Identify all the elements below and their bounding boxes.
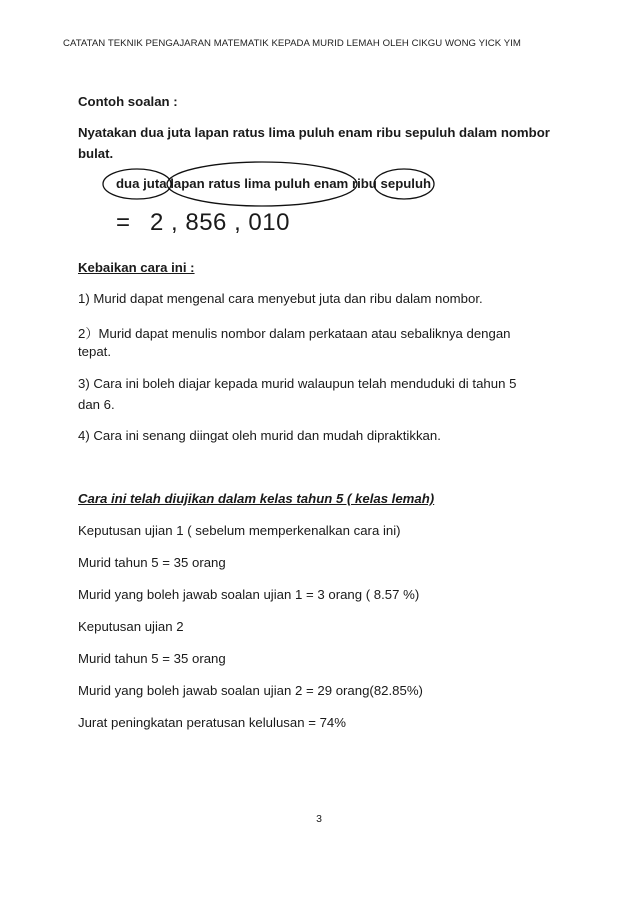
trial-line: Murid tahun 5 = 35 orang bbox=[78, 651, 226, 666]
question-line-2: bulat. bbox=[78, 146, 114, 161]
benefits-heading: Kebaikan cara ini : bbox=[78, 260, 195, 275]
trial-line: Keputusan ujian 1 ( sebelum memperkenalkan cara ini) bbox=[78, 523, 401, 538]
benefit-item-continued: tepat. bbox=[78, 344, 111, 359]
benefit-item: 4) Cara ini senang diingat oleh murid dan mudah dipraktikkan. bbox=[78, 428, 441, 443]
example-heading: Contoh soalan : bbox=[78, 94, 178, 109]
number-phrase: dua juta lapan ratus lima puluh enam ribu sepuluh bbox=[116, 176, 432, 191]
document-header: CATATAN TEKNIK PENGAJARAN MATEMATIK KEPADA MURID LEMAH OLEH CIKGU WONG YICK YIM bbox=[63, 38, 521, 49]
trial-line: Keputusan ujian 2 bbox=[78, 619, 184, 634]
benefit-item: 1) Murid dapat mengenal cara menyebut juta dan ribu dalam nombor. bbox=[78, 291, 483, 306]
trial-heading: Cara ini telah diujikan dalam kelas tahun 5 ( kelas lemah) bbox=[78, 491, 435, 506]
benefit-item: 3) Cara ini boleh diajar kepada murid walaupun telah menduduki di tahun 5 bbox=[78, 376, 517, 391]
benefit-item-continued: dan 6. bbox=[78, 397, 115, 412]
equals-sign: = bbox=[116, 209, 131, 236]
benefit-item: 2）Murid dapat menulis nombor dalam perkataan atau sebaliknya dengan bbox=[78, 326, 511, 341]
answer-number: 2 , 856 , 010 bbox=[150, 209, 290, 236]
trial-line: Murid yang boleh jawab soalan ujian 2 = 29 orang(82.85%) bbox=[78, 683, 423, 698]
question-line-1: Nyatakan dua juta lapan ratus lima puluh enam ribu sepuluh dalam nombor bbox=[78, 125, 550, 140]
answer-equation bbox=[116, 209, 290, 237]
trial-line: Jurat peningkatan peratusan kelulusan = 74% bbox=[78, 715, 346, 730]
trial-line: Murid yang boleh jawab soalan ujian 1 = 3 orang ( 8.57 %) bbox=[78, 587, 420, 602]
trial-line: Murid tahun 5 = 35 orang bbox=[78, 555, 226, 570]
page-number: 3 bbox=[316, 813, 322, 825]
